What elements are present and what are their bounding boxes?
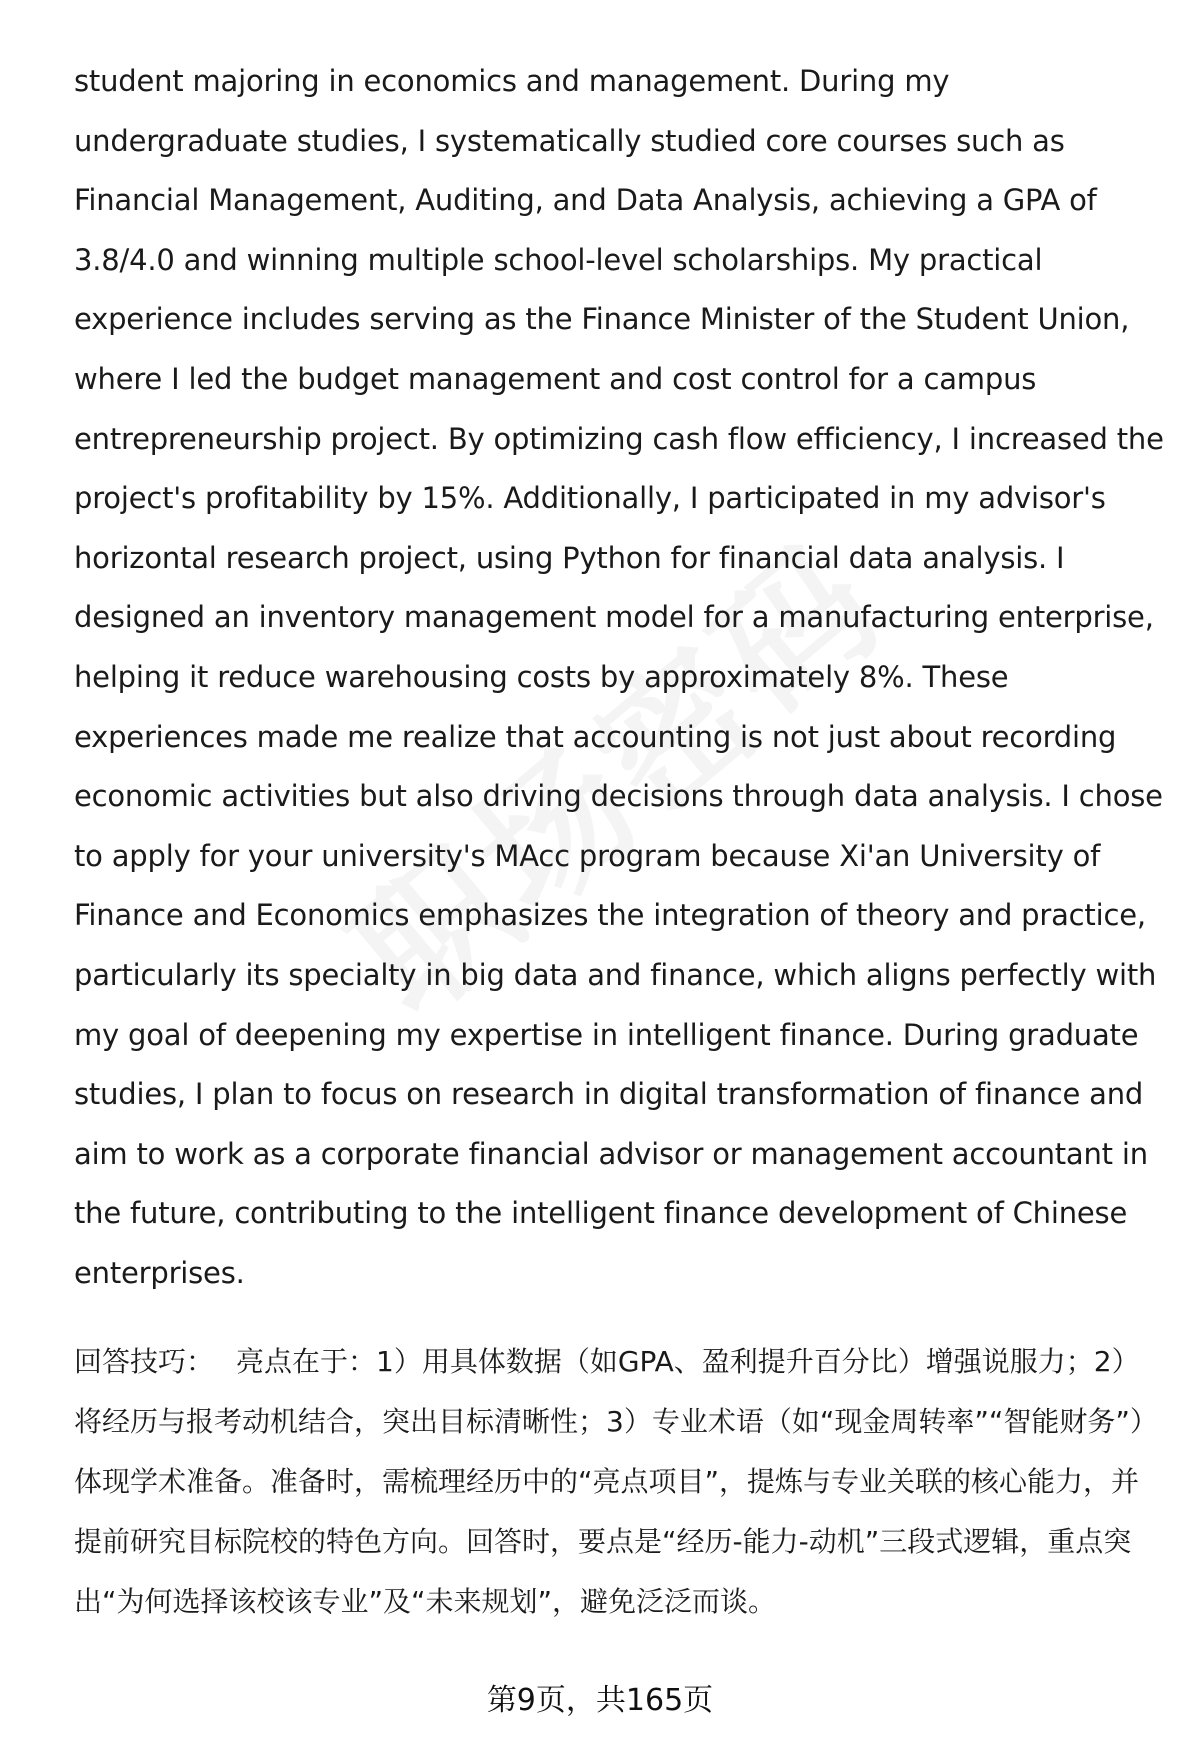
- page-number: 第9页，共165页: [486, 1683, 714, 1718]
- answer-paragraph: student majoring in economics and management. During my undergraduate studies, I systematically studied core courses such as Financial Management, Auditing, and Data Analysis, achieving a GPA of 3.8/4.0 and winning multiple school-level scholarships. My practical experience includes serving as the Finance Minister of the Student Union, where I led the budget management and cost control for a campus entrepreneurship project. By optimizing cash flow efficiency, I increased the project's profitability by 15%. Additionally, I participated in my advisor's horizontal research project, using Python for financial data analysis. I designed an inventory management model for a manufacturing enterprise, helping it reduce warehousing costs by approximately 8%. These experiences made me realize that accounting is not just about recording economic activities but also driving decisions through data analysis. I chose to apply for your university's MAcc program because Xi'an University of Finance and Economics emphasizes the integration of theory and practice, particularly its specialty in big data and finance, which aligns perfectly with my goal of deepening my expertise in intelligent finance. During graduate studies, I plan to focus on research in digital transformation of finance and aim to work as a corporate financial advisor or management accountant in the future, contributing to the intelligent finance development of Chinese enterprises.: [74, 64, 1164, 1290]
- tips-text: 亮点在于：1）用具体数据（如GPA、盈利提升百分比）增强说服力；2）将经历与报考动机结合，突出目标清晰性；3）专业术语（如“现金周转率”“智能财务”）体现学术准备。准备时，需梳理经历中的“亮点项目”，提炼与专业关联的核心能力，并提前研究目标院校的特色方向。回答时，要点是“经历-能力-动机”三段式逻辑，重点突出“为何选择该校该专业”及“未来规划”，避免泛泛而谈。: [74, 1345, 1144, 1618]
- tips-label: 回答技巧：: [74, 1345, 215, 1378]
- answer-tips: [74, 1332, 1154, 1632]
